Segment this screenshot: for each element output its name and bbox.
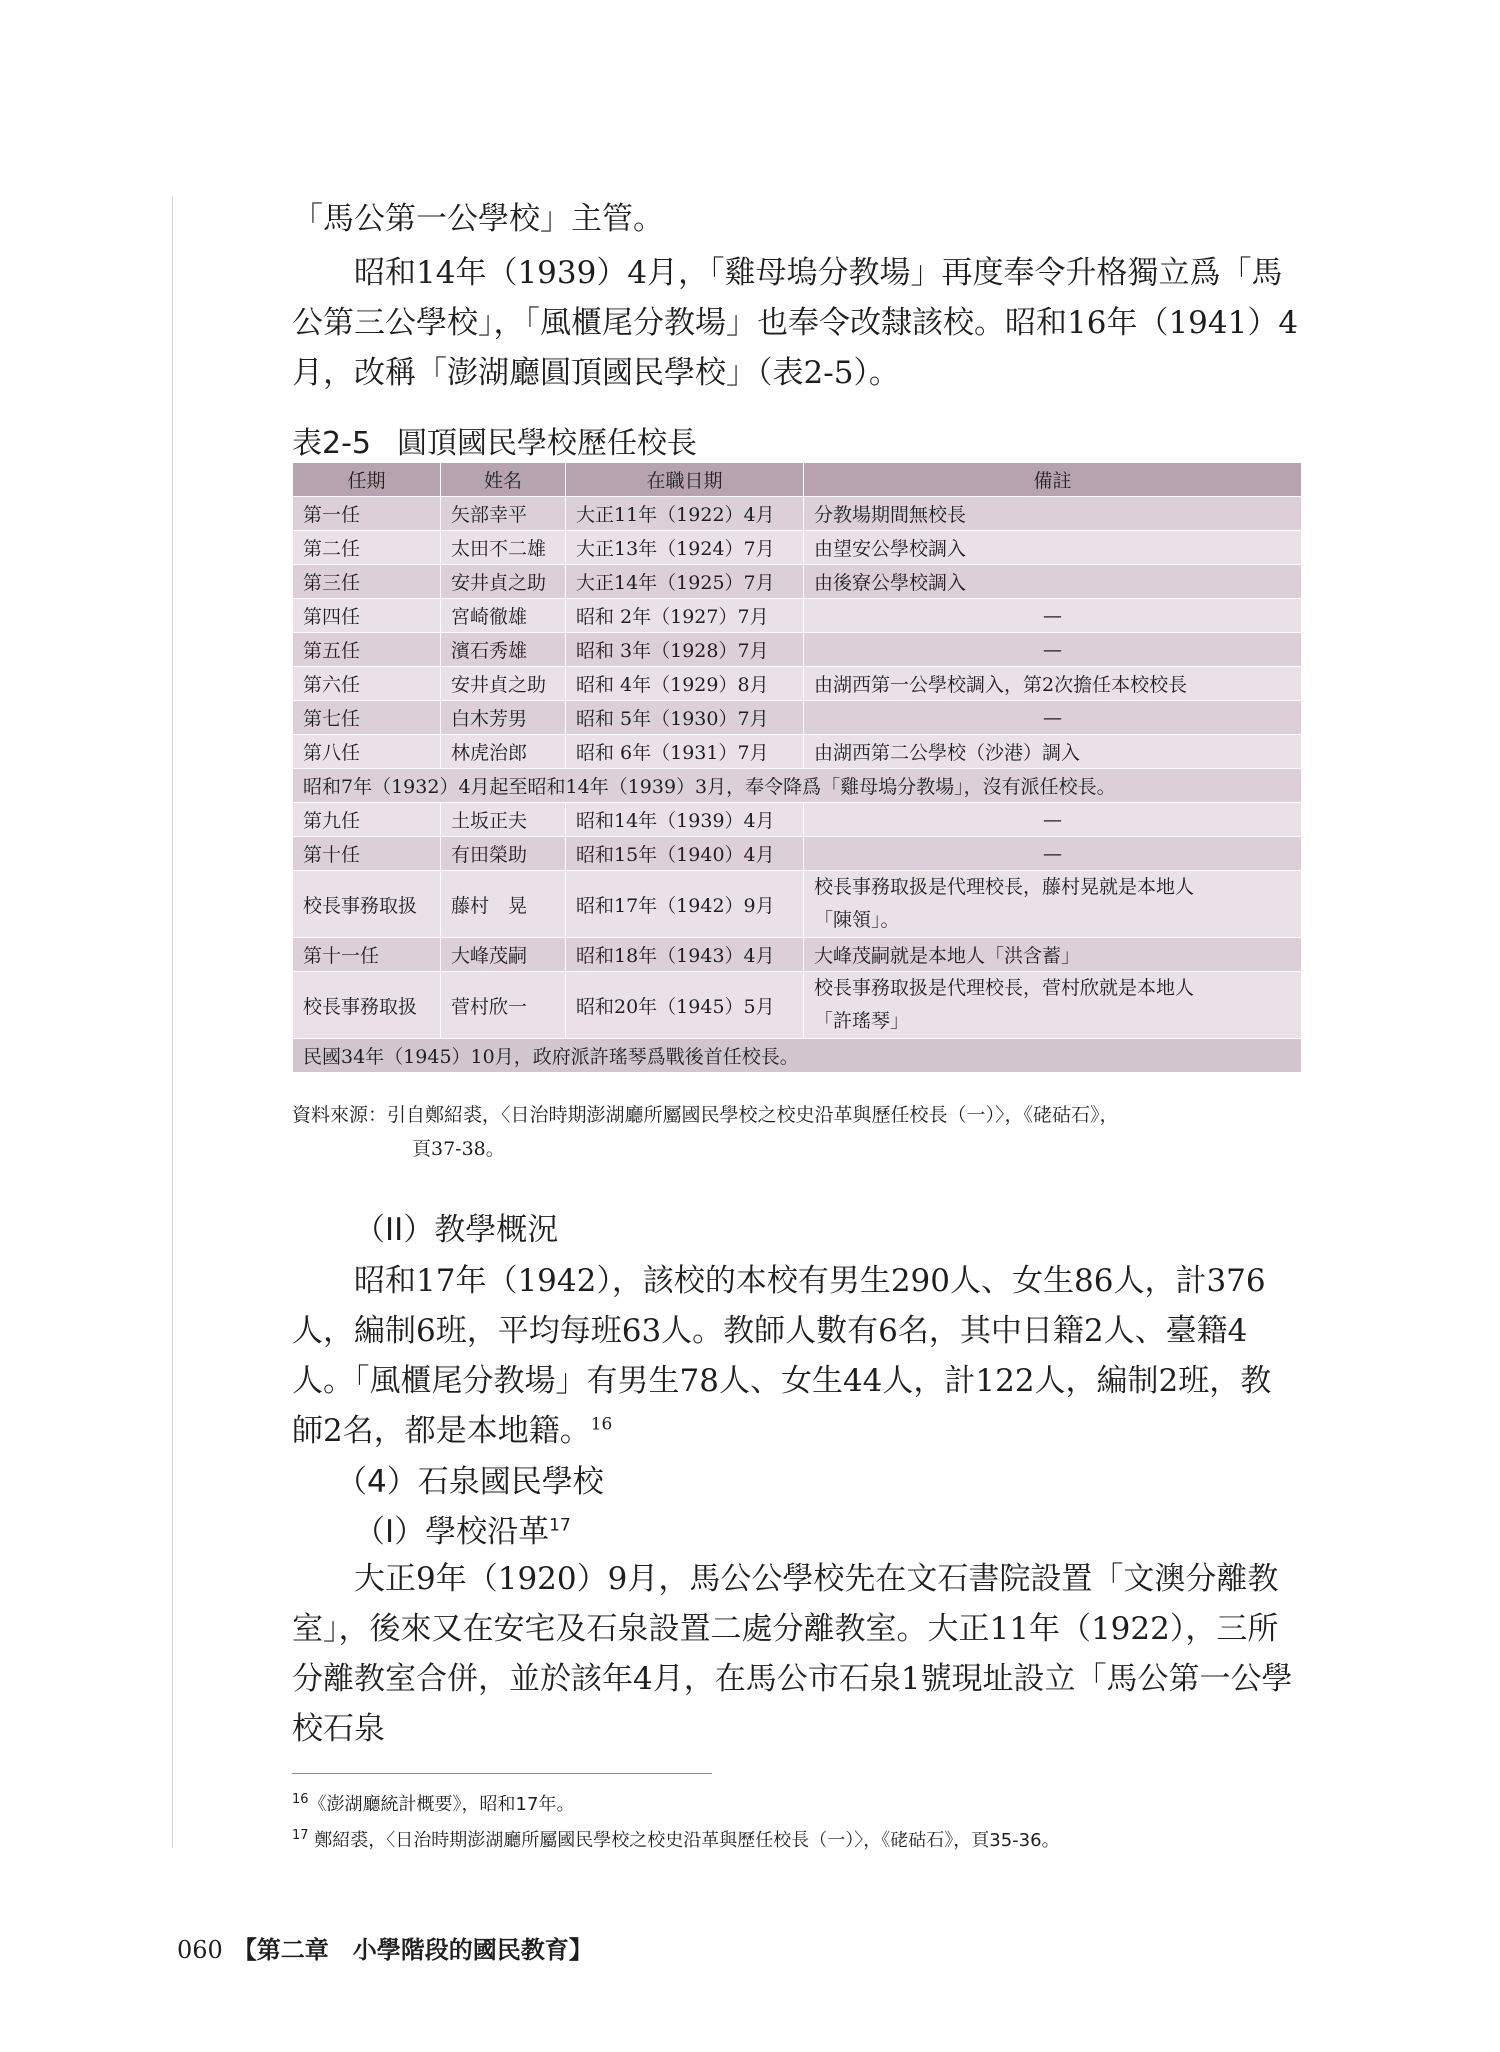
cell-remarks: 由湖西第二公學校（沙港）調入 bbox=[804, 735, 1302, 769]
cell-tenure: 大正13年（1924）7月 bbox=[566, 531, 804, 565]
footnote-text: 《澎湖廳統計概要》，昭和17年。 bbox=[308, 1794, 575, 1815]
cell-remarks: 由湖西第一公學校調入，第2次擔任本校校長 bbox=[804, 667, 1302, 701]
footnote-ref: 16 bbox=[590, 1414, 613, 1435]
cell-remarks: 分教場期間無校長 bbox=[804, 497, 1302, 531]
cell-name: 白木芳男 bbox=[441, 701, 566, 735]
cell-term: 第七任 bbox=[293, 701, 441, 735]
table-row bbox=[293, 599, 1302, 633]
footnote-ref: 17 bbox=[549, 1515, 571, 1536]
cell-tenure: 大正14年（1925）7月 bbox=[566, 565, 804, 599]
source-line: 資料來源：引自鄭紹裘，〈日治時期澎湖廳所屬國民學校之校史沿革與歷任校長（一）〉，《硓𥑮石》， bbox=[292, 1104, 1119, 1126]
left-margin-rule bbox=[172, 196, 173, 1848]
cell-tenure: 昭和 3年（1928）7月 bbox=[566, 633, 804, 667]
cell-term: 第十一任 bbox=[293, 938, 441, 972]
page-number: 060 bbox=[177, 1936, 223, 1964]
paragraph-renaming: 昭和14年（1939）4月，「雞母塢分教場」再度奉令升格獨立爲「馬公第三公學校」，「風櫃尾分教場」也奉令改隸該校。昭和16年（1941）4月，改稱「澎湖廳圓頂國民學校」（表2-5）。 bbox=[292, 255, 1299, 391]
principals-table bbox=[292, 462, 1302, 1073]
cell-remarks bbox=[804, 871, 1302, 938]
cell-name: 安井貞之助 bbox=[441, 667, 566, 701]
cell-term: 第六任 bbox=[293, 667, 441, 701]
cell-remarks: — bbox=[804, 837, 1302, 871]
cell-tenure: 昭和 4年（1929）8月 bbox=[566, 667, 804, 701]
footnote-number: 16 bbox=[292, 1792, 309, 1807]
table-title: 圓頂國民學校歷任校長 bbox=[397, 426, 697, 461]
cell-name: 藤村 晃 bbox=[441, 871, 566, 938]
paragraph-teaching: 昭和17年（1942），該校的本校有男生290人、女生86人，計376人，編制6班，平均每班63人。教師人數有6名，其中日籍2人、臺籍4人。「風櫃尾分教場」有男生78人、女生44人，計122人，編制2班，教師2名，都是本地籍。$^{16}$ bbox=[292, 1263, 1272, 1449]
cell-tenure: 昭和15年（1940）4月 bbox=[566, 837, 804, 871]
footnote bbox=[292, 1826, 1060, 1852]
cell-name: 濱石秀雄 bbox=[441, 633, 566, 667]
cell-tenure: 昭和14年（1939）4月 bbox=[566, 803, 804, 837]
table-row bbox=[293, 565, 1302, 599]
table-row bbox=[293, 972, 1302, 1039]
cell-remarks: 由後寮公學校調入 bbox=[804, 565, 1302, 599]
cell-tenure: 大正11年（1922）4月 bbox=[566, 497, 804, 531]
cell-remarks: — bbox=[804, 701, 1302, 735]
section-heading-teaching: （II）教學概況 bbox=[354, 1212, 559, 1248]
cell-tenure: 昭和20年（1945）5月 bbox=[566, 972, 804, 1039]
col-header-remarks: 備註 bbox=[804, 463, 1302, 497]
table-span-row bbox=[293, 769, 1302, 803]
footnote-text: 鄭紹裘，〈日治時期澎湖廳所屬國民學校之校史沿革與歷任校長（一）〉，《硓𥑮石》，頁35-36。 bbox=[314, 1830, 1060, 1851]
cell-name: 土坂正夫 bbox=[441, 803, 566, 837]
chapter-title: 【第二章 小學階段的國民教育】 bbox=[232, 1935, 593, 1964]
cell-term: 第五任 bbox=[293, 633, 441, 667]
remarks-line: 「許瑤琴」 bbox=[814, 1010, 910, 1032]
table-caption bbox=[292, 418, 697, 462]
cell-tenure: 昭和 6年（1931）7月 bbox=[566, 735, 804, 769]
footnote-number: 17 bbox=[292, 1828, 309, 1843]
cell-name: 林虎治郎 bbox=[441, 735, 566, 769]
table-row bbox=[293, 701, 1302, 735]
cell-term: 第九任 bbox=[293, 803, 441, 837]
table-row bbox=[293, 531, 1302, 565]
remarks-line: 校長事務取扱是代理校長，菅村欣就是本地人 bbox=[814, 977, 1195, 999]
cell-remarks: 由望安公學校調入 bbox=[804, 531, 1302, 565]
cell-name: 安井貞之助 bbox=[441, 565, 566, 599]
table-bottom-note-row bbox=[293, 1039, 1302, 1073]
remarks-line: 校長事務取扱是代理校長，藤村晃就是本地人 bbox=[814, 876, 1195, 898]
cell-tenure: 昭和18年（1943）4月 bbox=[566, 938, 804, 972]
col-header-term: 任期 bbox=[293, 463, 441, 497]
cell-name: 矢部幸平 bbox=[441, 497, 566, 531]
span-note: 昭和7年（1932）4月起至昭和14年（1939）3月，奉令降爲「雞母塢分教場」，沒有派任校長。 bbox=[293, 769, 1302, 803]
cell-term: 第三任 bbox=[293, 565, 441, 599]
section-heading-history: （I）學校沿革$^{17}$ bbox=[354, 1514, 571, 1550]
footnote-divider bbox=[292, 1773, 712, 1774]
page-footer bbox=[177, 1930, 593, 1965]
cell-name: 宮崎徹雄 bbox=[441, 599, 566, 633]
cell-remarks: 大峰茂嗣就是本地人「洪含蓄」 bbox=[804, 938, 1302, 972]
cell-term: 第一任 bbox=[293, 497, 441, 531]
cell-name: 大峰茂嗣 bbox=[441, 938, 566, 972]
cell-name: 有田榮助 bbox=[441, 837, 566, 871]
cell-term: 校長事務取扱 bbox=[293, 972, 441, 1039]
bottom-note: 民國34年（1945）10月，政府派許瑤琴爲戰後首任校長。 bbox=[293, 1039, 1302, 1073]
section-heading-school: （4）石泉國民學校 bbox=[336, 1464, 604, 1500]
table-row bbox=[293, 871, 1302, 938]
table-row bbox=[293, 735, 1302, 769]
table-row bbox=[293, 938, 1302, 972]
cell-tenure: 昭和 2年（1927）7月 bbox=[566, 599, 804, 633]
table-row bbox=[293, 667, 1302, 701]
table-row bbox=[293, 803, 1302, 837]
col-header-tenure: 在職日期 bbox=[566, 463, 804, 497]
cell-name: 太田不二雄 bbox=[441, 531, 566, 565]
cell-term: 第二任 bbox=[293, 531, 441, 565]
table-header-row bbox=[293, 463, 1302, 497]
table-row bbox=[293, 497, 1302, 531]
col-header-name: 姓名 bbox=[441, 463, 566, 497]
cell-remarks bbox=[804, 972, 1302, 1039]
cell-remarks: — bbox=[804, 803, 1302, 837]
paragraph-continuation: 「馬公第一公學校」主管。 bbox=[292, 201, 664, 237]
table-number: 表2-5 bbox=[292, 426, 371, 461]
footnote bbox=[292, 1790, 574, 1816]
cell-name: 菅村欣一 bbox=[441, 972, 566, 1039]
source-line: 頁37-38。 bbox=[412, 1138, 505, 1160]
cell-remarks: — bbox=[804, 633, 1302, 667]
cell-tenure: 昭和17年（1942）9月 bbox=[566, 871, 804, 938]
cell-term: 第十任 bbox=[293, 837, 441, 871]
paragraph-history: 大正9年（1920）9月，馬公公學校先在文石書院設置「文澳分離教室」，後來又在安宅及石泉設置二處分離教室。大正11年（1922），三所分離教室合併，並於該年4月，在馬公市石泉1號現址設立「馬公第一公學校石泉 bbox=[292, 1561, 1293, 1747]
cell-term: 第八任 bbox=[293, 735, 441, 769]
remarks-line: 「陳領」。 bbox=[814, 909, 900, 931]
table-source bbox=[292, 1098, 1312, 1166]
cell-term: 第四任 bbox=[293, 599, 441, 633]
table-row bbox=[293, 837, 1302, 871]
table-row bbox=[293, 633, 1302, 667]
cell-remarks: — bbox=[804, 599, 1302, 633]
cell-tenure: 昭和 5年（1930）7月 bbox=[566, 701, 804, 735]
cell-term: 校長事務取扱 bbox=[293, 871, 441, 938]
